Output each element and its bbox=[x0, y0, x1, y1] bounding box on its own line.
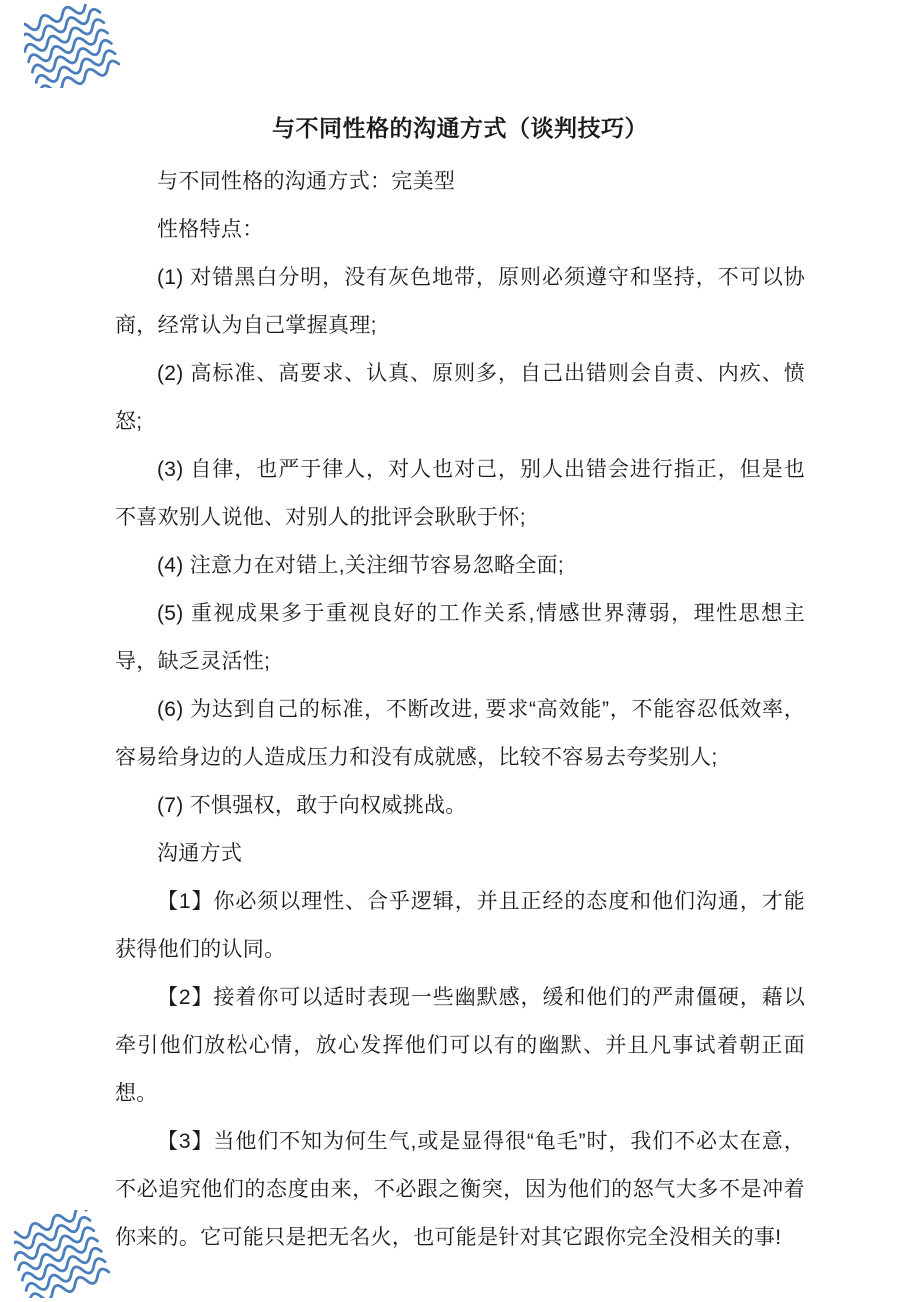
paragraph-trait-5: (5) 重视成果多于重视良好的工作关系,情感世界薄弱，理性思想主导，缺乏灵活性; bbox=[115, 602, 805, 673]
paragraph-method-2: 【2】接着你可以适时表现一些幽默感，缓和他们的严肃僵硬，藉以牵引他们放松心情，放心发挥他们可以有的幽默、并且凡事试着朝正面想。 bbox=[115, 986, 805, 1105]
document-content bbox=[115, 104, 805, 1262]
paragraph-section-communication: 沟通方式 bbox=[157, 842, 243, 865]
paragraph-trait-3: (3) 自律，也严于律人，对人也对己，别人出错会进行指正，但是也不喜欢别人说他、对别人的批评会耿耿于怀; bbox=[115, 458, 805, 529]
paragraph-trait-6: (6) 为达到自己的标准，不断改进, 要求“高效能”，不能容忍低效率，容易给身边的人造成压力和没有成就感，比较不容易去夸奖别人; bbox=[115, 698, 805, 769]
paragraph-trait-1: (1) 对错黑白分明，没有灰色地带，原则必须遵守和坚持，不可以协商，经常认为自己掌握真理; bbox=[115, 266, 805, 337]
paragraph-trait-4: (4) 注意力在对错上,关注细节容易忽略全面; bbox=[157, 554, 565, 577]
paragraph-method-3: 【3】当他们不知为何生气,或是显得很“龟毛”时，我们不必太在意，不必追究他们的态度由来，不必跟之衡突，因为他们的怒气大多不是冲着你来的。它可能只是把无名火，也可能是针对其它跟你完全没相关的事! bbox=[115, 1130, 805, 1249]
paragraph-section-traits: 性格特点： bbox=[157, 218, 264, 241]
document-title: 与不同性格的沟通方式（谈判技巧） bbox=[272, 115, 648, 141]
paragraph-trait-2: (2) 高标准、高要求、认真、原则多，自己出错则会自责、内疚、愤怒; bbox=[115, 362, 805, 433]
paragraph-method-1: 【1】你必须以理性、合乎逻辑，并且正经的态度和他们沟通，才能获得他们的认同。 bbox=[115, 890, 805, 961]
paragraph-intro: 与不同性格的沟通方式：完美型 bbox=[157, 170, 456, 193]
wave-decoration-top-left-icon bbox=[24, 4, 126, 88]
paragraph-trait-7: (7) 不惧强权，敢于向权威挑战。 bbox=[157, 794, 467, 817]
document-body bbox=[115, 158, 805, 1262]
wave-decoration-bottom-left-icon bbox=[14, 1210, 116, 1298]
